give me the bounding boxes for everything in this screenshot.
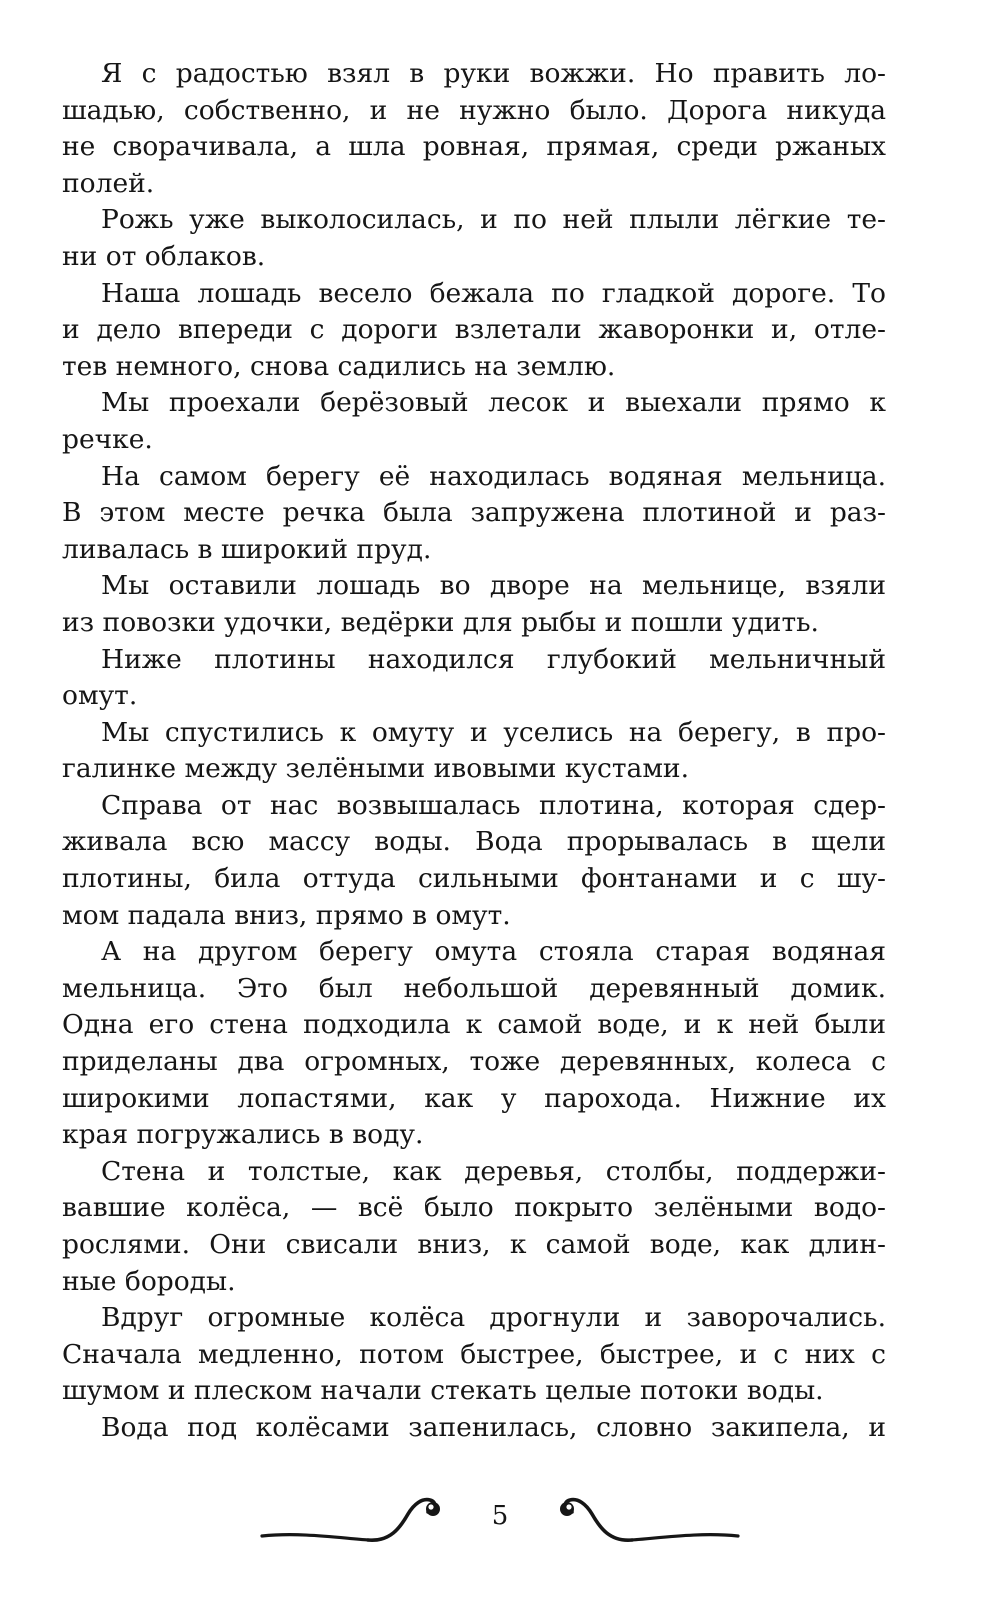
text-line: края погружались в воду. bbox=[62, 1119, 424, 1151]
text-line: шумом и плеском начали стекать целые потоки воды. bbox=[62, 1375, 824, 1407]
text-line: не сворачивала, а шла ровная, прямая, среди ржаных bbox=[62, 131, 886, 163]
paragraph bbox=[62, 715, 886, 788]
page-footer bbox=[0, 1488, 1000, 1548]
text-line: живала всю массу воды. Вода прорывалась в щели bbox=[62, 826, 886, 858]
paragraph bbox=[62, 934, 886, 1154]
text-line: из повозки удочки, ведёрки для рыбы и пошли удить. bbox=[62, 606, 819, 638]
text-line: ливалась в широкий пруд. bbox=[62, 533, 432, 565]
swirl-ornament-right-icon bbox=[520, 1488, 760, 1548]
text-line: тев немного, снова садились на землю. bbox=[62, 350, 616, 382]
paragraph bbox=[62, 276, 886, 386]
text-line: В этом месте речка была запружена плотиной и раз- bbox=[62, 497, 886, 529]
text-line: Рожь уже выколосилась, и по ней плыли лёгкие те- bbox=[101, 204, 886, 236]
paragraph bbox=[62, 642, 886, 715]
text-line: А на другом берегу омута стояла старая водяная bbox=[101, 936, 886, 968]
text-line: речке. bbox=[62, 423, 153, 455]
text-line: вавшие колёса, — всё было покрыто зелёными водо- bbox=[62, 1192, 886, 1224]
swirl-ornament-left-icon bbox=[240, 1488, 480, 1548]
page-text bbox=[62, 56, 886, 1447]
text-line: мом падала вниз, прямо в омут. bbox=[62, 899, 511, 931]
page-number: 5 bbox=[491, 1501, 509, 1531]
text-line: На самом берегу её находилась водяная мельница. bbox=[101, 460, 886, 492]
paragraph bbox=[62, 1300, 886, 1410]
paragraph bbox=[62, 202, 886, 275]
paragraph bbox=[62, 788, 886, 934]
text-line: Ниже плотины находился глубокий мельничный bbox=[101, 643, 886, 675]
paragraph bbox=[62, 1154, 886, 1300]
text-line: Вдруг огромные колёса дрогнули и заворочались. bbox=[101, 1302, 886, 1334]
text-line: Стена и толстые, как деревья, столбы, поддержи- bbox=[101, 1155, 886, 1187]
text-line: широкими лопастями, как у парохода. Нижние их bbox=[62, 1082, 886, 1114]
paragraph bbox=[62, 56, 886, 202]
text-line: омут. bbox=[62, 680, 138, 712]
paragraph bbox=[62, 1410, 886, 1447]
text-line: Мы проехали берёзовый лесок и выехали прямо к bbox=[101, 387, 886, 419]
text-line: плотины, била оттуда сильными фонтанами и с шу- bbox=[62, 863, 886, 895]
text-line: ни от облаков. bbox=[62, 240, 266, 272]
text-line: Наша лошадь весело бежала по гладкой дороге. То bbox=[101, 277, 886, 309]
text-line: Сначала медленно, потом быстрее, быстрее, и с них с bbox=[62, 1338, 886, 1370]
text-line: галинке между зелёными ивовыми кустами. bbox=[62, 753, 690, 785]
text-line: Мы оставили лошадь во дворе на мельнице, взяли bbox=[101, 570, 886, 602]
paragraph bbox=[62, 385, 886, 458]
paragraph bbox=[62, 459, 886, 569]
text-line: и дело впереди с дороги взлетали жаворонки и, отле- bbox=[62, 314, 886, 346]
text-line: Вода под колёсами запенилась, словно закипела, и bbox=[101, 1411, 886, 1443]
text-line: шадью, собственно, и не нужно было. Дорога никуда bbox=[62, 94, 886, 126]
text-line: Я с радостью взял в руки вожжи. Но править ло- bbox=[101, 58, 886, 89]
text-line: ные бороды. bbox=[62, 1265, 236, 1297]
paragraph bbox=[62, 568, 886, 641]
text-line: Мы спустились к омуту и уселись на берегу, в про- bbox=[101, 716, 886, 748]
text-line: приделаны два огромных, тоже деревянных, колеса с bbox=[62, 1046, 886, 1078]
text-line: рослями. Они свисали вниз, к самой воде, как длин- bbox=[62, 1229, 886, 1260]
text-line: Справа от нас возвышалась плотина, которая сдер- bbox=[101, 789, 886, 821]
text-line: мельница. Это был небольшой деревянный домик. bbox=[62, 972, 886, 1004]
text-line: Одна его стена подходила к самой воде, и к ней были bbox=[62, 1009, 886, 1041]
text-line: полей. bbox=[62, 167, 155, 199]
